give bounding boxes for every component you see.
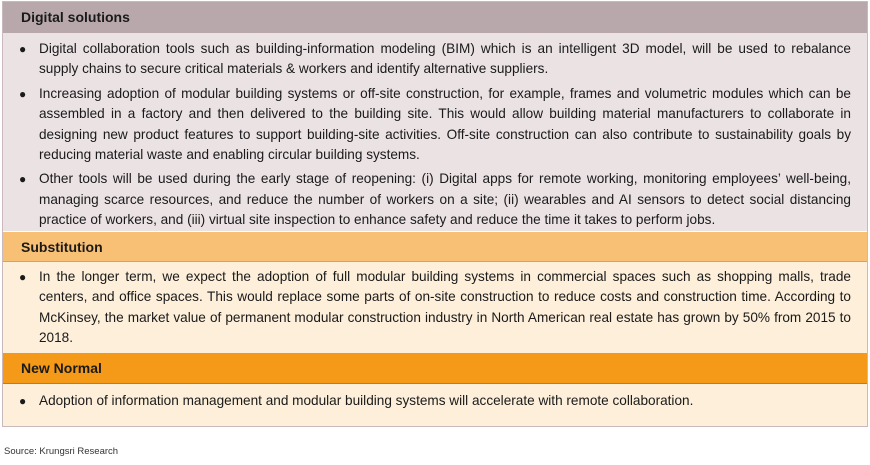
bullet-text: Other tools will be used during the early stage of reopening: (i) Digital apps for remote working, monitoring employees’ well-being, managing scarce resources, and reduce the number of workers on a site; (ii) wearables and AI sensors to detect social distancing practice of workers, and (iii) virtual site inspection to enhance safety and reduce the time it takes to perform jobs. [39, 171, 851, 228]
section-header-digital-solutions [2, 1, 868, 33]
bullet-text: Digital collaboration tools such as building-information modeling (BIM) which is an intelligent 3D model, will be used to rebalance supply chains to secure critical materials & workers and identify alternative suppliers. [39, 41, 851, 77]
bullet-item [19, 267, 851, 349]
bullet-item [19, 39, 851, 80]
source-note: Source: Krungsri Research [4, 446, 119, 457]
section-body-substitution [2, 262, 868, 353]
section-title: Digital solutions [21, 8, 130, 25]
bullet-text: Increasing adoption of modular building systems or off-site construction, for example, frames and volumetric modules which can be assembled in a factory and then delivered to the building site. This would allow building material manufacturers to collaborate in designing new product features to support building-site activities. Off-site construction can also contribute to sustainability goals by reducing material waste and enabling circular building systems. [39, 85, 851, 163]
info-table [2, 1, 868, 426]
bullet-text: Adoption of information management and modular building systems will accelerate with remote collaboration. [39, 393, 694, 408]
section-body-digital-solutions [2, 33, 868, 232]
bullet-icon: ● [19, 86, 27, 101]
bullet-item [19, 84, 851, 166]
bullet-icon: ● [19, 42, 27, 56]
bullet-item [19, 169, 851, 230]
bullet-text: In the longer term, we expect the adoption of full modular building systems in commercial spaces such as shopping malls, trade centers, and office spaces. This would replace some parts of on-site construction to reduce costs and construction time. According to McKinsey, the market value of permanent modular construction industry in North American real estate has grown by 50% from 2015 to 2018. [39, 269, 851, 346]
section-header-substitution [2, 232, 868, 262]
bullet-item [19, 391, 851, 411]
bullet-icon: ● [19, 394, 27, 408]
section-title: New Normal [21, 360, 102, 376]
bullet-icon: ● [19, 172, 27, 187]
section-body-new-normal [2, 384, 868, 426]
bullet-icon: ● [19, 270, 27, 284]
section-header-new-normal [2, 353, 868, 384]
section-title: Substitution [21, 238, 103, 255]
